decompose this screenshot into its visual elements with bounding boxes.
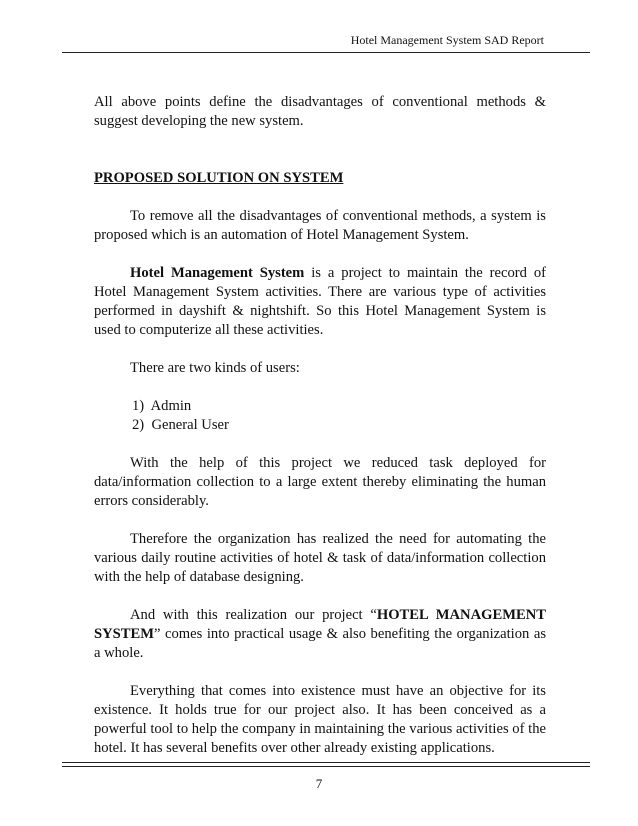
paragraph-organization-need: Therefore the organization has realized the need for automating the various daily routine activities of hotel & task of data/information collection with the help of database designing.	[94, 531, 546, 585]
page-number: 7	[315, 776, 323, 791]
footer-rule-top	[62, 762, 590, 763]
paragraph-task-reduction: With the help of this project we reduced task deployed for data/information collection to a large extent thereby eliminating the human errors considerably.	[94, 455, 546, 509]
paragraph-realization	[94, 606, 546, 663]
paragraph-objective: Everything that comes into existence must have an objective for its existence. It holds true for our project also. It has been conceived as a powerful tool to help the company in maintaining the various activities of the hotel. It has several benefits over other already existing applications.	[94, 683, 546, 756]
paragraph-automation: To remove all the disadvantages of conventional methods, a system is proposed which is an automation of Hotel Management System.	[94, 208, 546, 243]
intro-paragraph: All above points define the disadvantages of conventional methods & suggest developing the new system.	[94, 94, 546, 129]
page-body	[94, 93, 546, 758]
user-types-list	[94, 397, 546, 435]
list-item: 2) General User	[132, 417, 229, 433]
paragraph-users-intro: There are two kinds of users:	[130, 360, 300, 376]
project-name-bold: HOTEL MANAGEMENT SYSTEM	[94, 607, 546, 642]
footer-rule-bottom	[62, 766, 590, 767]
paragraph-hms-description	[94, 264, 546, 340]
realization-post: ” comes into practical usage & also benefiting the organization as a whole.	[94, 626, 546, 661]
hms-bold-term: Hotel Management System	[130, 265, 305, 281]
section-heading: PROPOSED SOLUTION ON SYSTEM	[94, 170, 344, 186]
header-title: Hotel Management System SAD Report	[350, 33, 544, 47]
realization-pre: And with this realization our project “	[130, 607, 377, 623]
hms-description-text: is a project to maintain the record of Hotel Management System activities. There are various type of activities performed in dayshift & nightshift. So this Hotel Management System is used to computerize all these activities.	[94, 265, 547, 338]
list-item: 1) Admin	[132, 398, 192, 414]
header-rule	[62, 52, 590, 53]
